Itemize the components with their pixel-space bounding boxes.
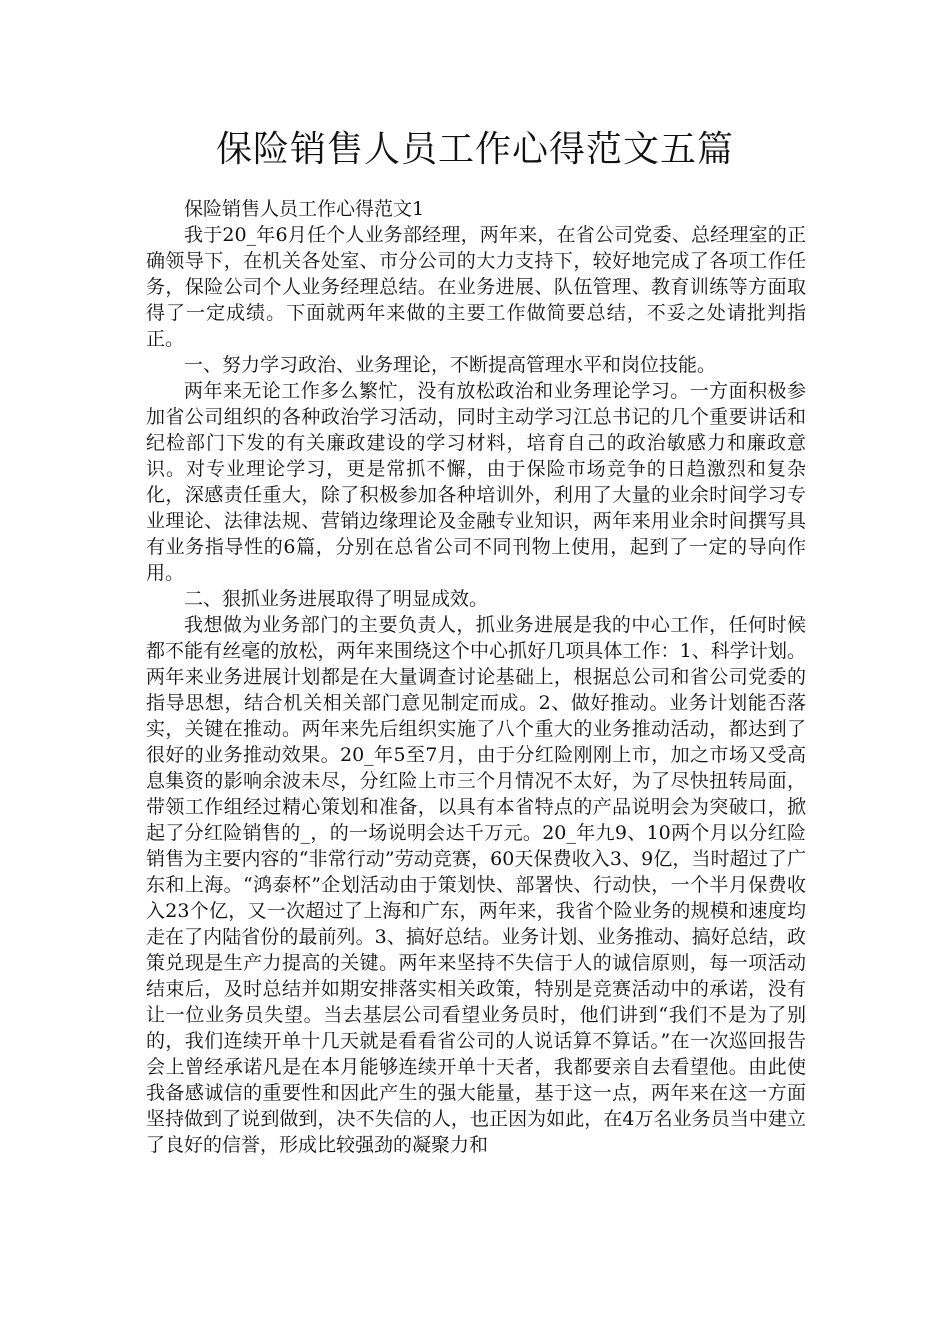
body-paragraph: 我于20_年6月任个人业务部经理，两年来，在省公司党委、总经理室的正确领导下，在机关各处室、市分公司的大力支持下，较好地完成了各项工作任务，保险公司个人业务经理总结。在业务进展、队伍管理、教育训练等方面取得了一定成绩。下面就两年来做的主要工作做简要总结，不妥之处请批判指正。 bbox=[146, 224, 806, 350]
body-paragraph: 两年来无论工作多么繁忙，没有放松政治和业务理论学习。一方面积极参加省公司组织的各种政治学习活动，同时主动学习江总书记的几个重要讲话和纪检部门下发的有关廉政建设的学习材料，培育自己的政治敏感力和廉政意识。对专业理论学习，更是常抓不懈，由于保险市场竞争的日趋激烈和复杂化，深感责任重大，除了积极参加各种培训外，利用了大量的业余时间学习专业理论、法律法规、营销边缘理论及金融专业知识，两年来用业余时间撰写具有业务指导性的6篇，分别在总省公司不同刊物上使用，起到了一定的导向作用。 bbox=[146, 380, 806, 584]
section-heading: 保险销售人员工作心得范文1 bbox=[184, 198, 425, 220]
body-paragraph: 我想做为业务部门的主要负责人，抓业务进展是我的中心工作，任何时候都不能有丝毫的放松，两年来围绕这个中心抓好几项具体工作：1、科学计划。两年来业务进展计划都是在大量调查讨论基础上，根据总公司和省公司党委的指导思想，结合机关相关部门意见制定而成。2、做好推动。业务计划能否落实，关键在推动。两年来先后组织实施了八个重大的业务推动活动，都达到了很好的业务推动效果。20_年5至7月，由于分红险刚刚上市，加之市场又受高息集资的影响余波未尽，分红险上市三个月情况不太好，为了尽快扭转局面，带领工作组经过精心策划和准备，以具有本省特点的产品说明会为突破口，掀起了分红险销售的_，的一场说明会达千万元。20_年九9、10两个月以分红险销售为主要内容的“非常行动”劳动竞赛，60天保费收入3、9亿，当时超过了广东和上海。“鸿泰杯”企划活动由于策划快、部署快、行动快，一个半月保费收入23个亿，又一次超过了上海和广东，两年来，我省个险业务的规模和速度均走在了内陆省份的最前列。3、搞好总结。业务计划、业务推动、搞好总结，政策兑现是生产力提高的关键。两年来坚持不失信于人的诚信原则，每一项活动结束后，及时总结并如期安排落实相关政策，特别是竞赛活动中的承诺，没有让一位业务员失望。当去基层公司看望业务员时，他们讲到“我们不是为了别的，我们连续开单十几天就是看看省公司的人说话算不算话。”在一次巡回报告会上曾经承诺凡是在本月能够连续开单十天者，我都要亲自去看望他。由此使我备感诚信的重要性和因此产生的强大能量，基于这一点，两年来在这一方面坚持做到了说到做到，决不失信的人，也正因为如此，在4万名业务员当中建立了良好的信誉，形成比较强劲的凝聚力和 bbox=[146, 614, 806, 1156]
document-title: 保险销售人员工作心得范文五篇 bbox=[215, 129, 734, 170]
document-body bbox=[146, 196, 806, 1158]
section-heading: 二、狠抓业务进展取得了明显成效。 bbox=[184, 588, 489, 610]
section-heading: 一、努力学习政治、业务理论，不断提高管理水平和岗位技能。 bbox=[184, 354, 717, 376]
